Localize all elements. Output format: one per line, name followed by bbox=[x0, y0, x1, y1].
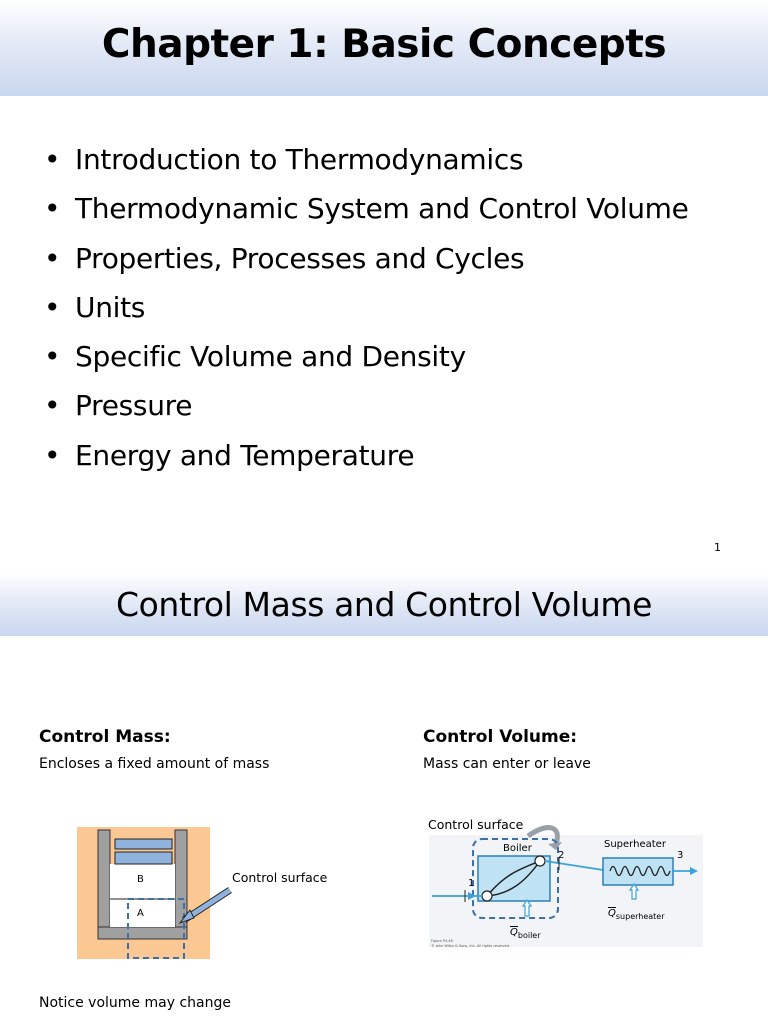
bullet-icon: • bbox=[44, 290, 61, 324]
topic-text: Pressure bbox=[75, 389, 193, 423]
control-volume-description: Mass can enter or leave bbox=[423, 756, 591, 772]
state-3-label: 3 bbox=[677, 850, 684, 861]
control-surface-label-left: Control surface bbox=[232, 870, 328, 885]
q-boiler-label bbox=[510, 927, 541, 940]
bullet-icon: • bbox=[44, 143, 61, 176]
figure-copyright: © John Wiley & Sons, Inc. All rights reserved. bbox=[431, 944, 510, 948]
topic-text: Thermodynamic System and Control Volume bbox=[75, 192, 689, 226]
topic-item bbox=[44, 140, 689, 189]
q-boiler-subscript: boiler bbox=[517, 931, 541, 940]
q-superheater-label bbox=[608, 908, 665, 921]
figure-background bbox=[429, 835, 703, 947]
topic-list bbox=[44, 140, 689, 485]
bullet-icon: • bbox=[44, 192, 61, 226]
control-mass-footer: Notice volume may change bbox=[39, 995, 231, 1011]
page-number: 1 bbox=[714, 541, 721, 554]
topic-text: Properties, Processes and Cycles bbox=[75, 241, 525, 275]
figure-caption: Figure P4.46 bbox=[431, 939, 453, 943]
topic-item bbox=[44, 386, 689, 435]
slide-2-title: Control Mass and Control Volume bbox=[115, 585, 653, 624]
topic-text: Units bbox=[75, 290, 146, 324]
bullet-icon: • bbox=[44, 340, 61, 374]
q-superheater-symbol: $\overline{Q}$ bbox=[608, 908, 616, 919]
topic-item bbox=[44, 337, 689, 386]
boiler-superheater-diagram bbox=[0, 574, 768, 1024]
boiler-header-outlet bbox=[535, 856, 545, 866]
control-mass-description: Encloses a fixed amount of mass bbox=[39, 756, 270, 772]
boiler-header-inlet bbox=[482, 891, 492, 901]
superheater-body bbox=[603, 858, 673, 885]
state-1-label: 1 bbox=[468, 878, 475, 889]
state-2-label: 2 bbox=[558, 850, 565, 861]
q-boiler-symbol: $\overline{Q}$ bbox=[510, 927, 518, 938]
slide-1-title-band bbox=[0, 0, 768, 96]
q-superheater-subscript: superheater bbox=[615, 912, 665, 921]
topic-text: Specific Volume and Density bbox=[75, 340, 466, 374]
topic-item bbox=[44, 288, 689, 337]
control-surface-label-right: Control surface bbox=[428, 817, 524, 832]
control-mass-heading: Control Mass: bbox=[39, 727, 171, 747]
bullet-icon: • bbox=[44, 241, 61, 275]
topic-item bbox=[44, 189, 689, 238]
superheater-label: Superheater bbox=[604, 839, 666, 850]
slide-1-title: Chapter 1: Basic Concepts bbox=[101, 22, 667, 67]
control-volume-heading: Control Volume: bbox=[423, 727, 578, 747]
topic-text: Introduction to Thermodynamics bbox=[75, 143, 524, 176]
region-b-label: B bbox=[137, 874, 144, 885]
boiler-label: Boiler bbox=[503, 843, 532, 854]
topic-text: Energy and Temperature bbox=[75, 438, 415, 472]
region-a-label: A bbox=[137, 908, 144, 919]
topic-item bbox=[44, 239, 689, 288]
topic-item bbox=[44, 436, 689, 485]
bullet-icon: • bbox=[44, 438, 61, 472]
bullet-icon: • bbox=[44, 389, 61, 423]
slide-2 bbox=[0, 574, 768, 1024]
